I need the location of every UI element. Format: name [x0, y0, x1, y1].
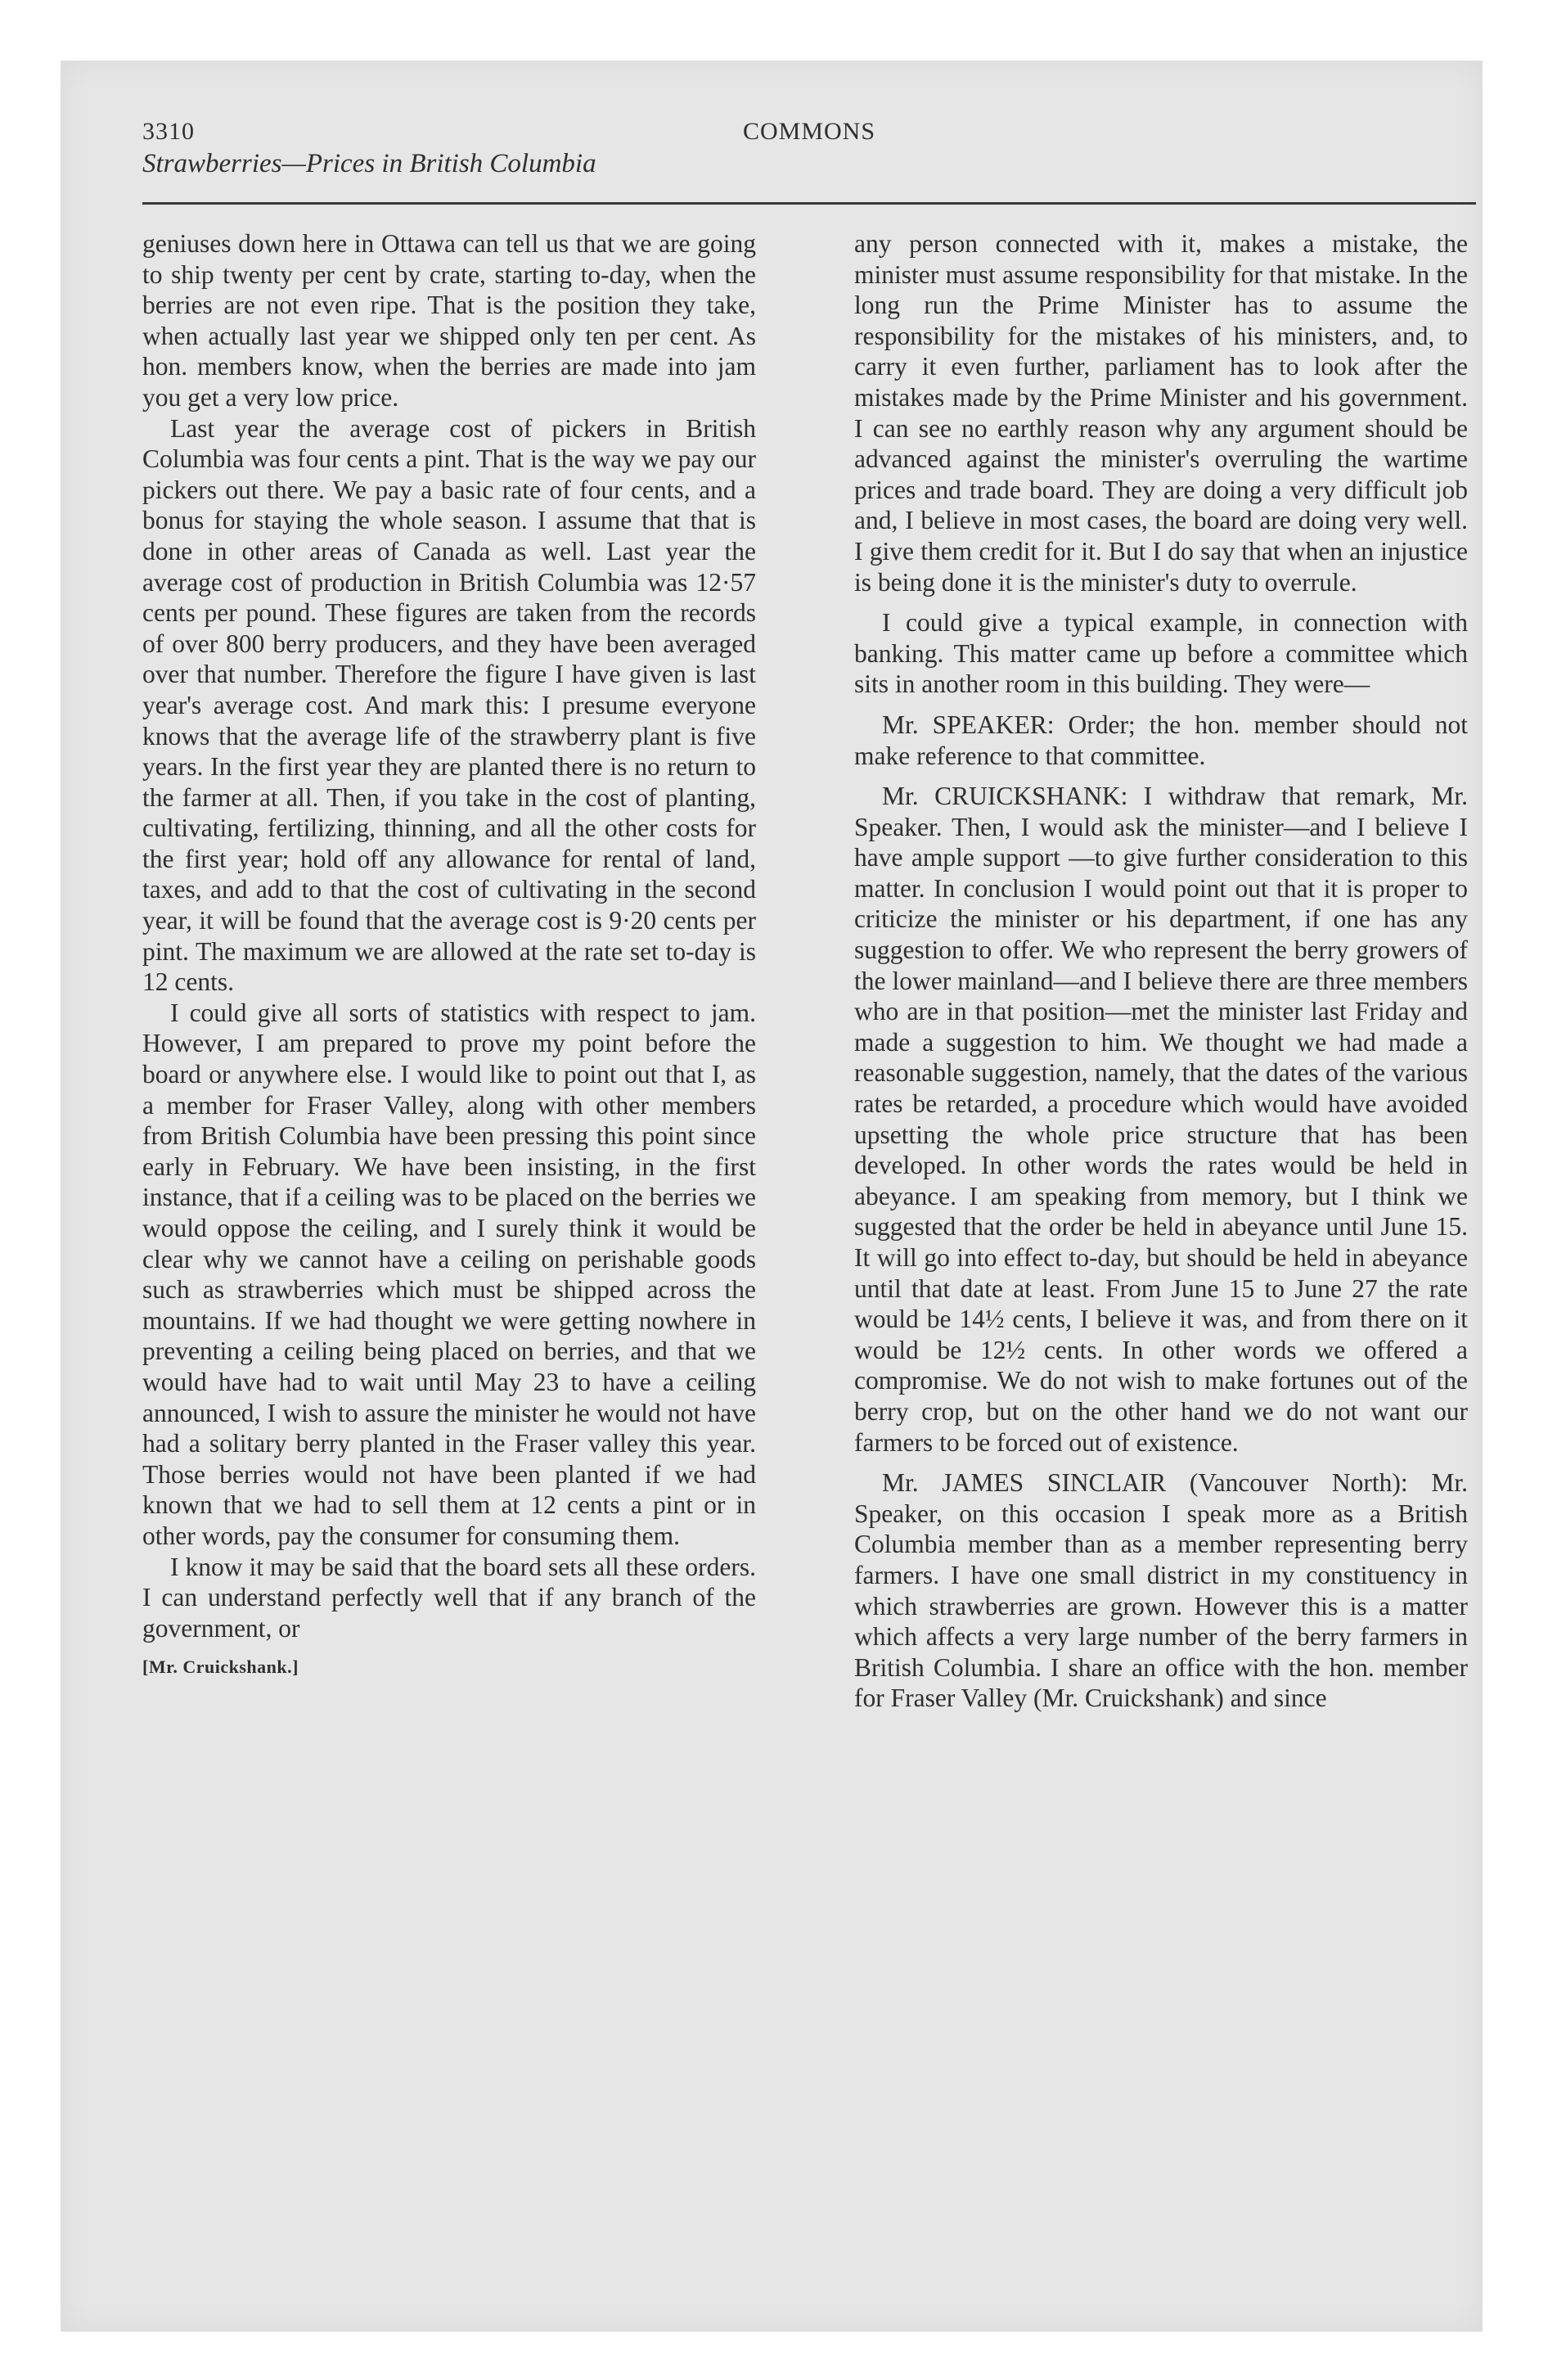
header-rule [142, 202, 1476, 205]
paragraph: I could give a typical example, in connection with banking. This matter came up before a committee which sits in another room in this building. They were— [854, 608, 1468, 699]
running-head: COMMONS [742, 118, 876, 145]
paragraph: Mr. JAMES SINCLAIR (Vancouver North): Mr. Speaker, on this occasion I speak more as a British Columbia member than as a member representing berry farmers. I have one small district in my constituency in which strawberries are grown. However this is a matter which affects a very large number of the berry farmers in British Columbia. I share an office with the hon. member for Fraser Valley (Mr. Cruickshank) and since [854, 1468, 1468, 1713]
paragraph: Mr. SPEAKER: Order; the hon. member should not make reference to that committee. [854, 710, 1468, 770]
paragraph: Mr. CRUICKSHANK: I withdraw that remark, Mr. Speaker. Then, I would ask the minister—and I believe I have ample support —to give further consideration to this matter. In conclusion I would point out that it is proper to criticize the minister or his department, if one has any suggestion to offer. We who represent the berry growers of the lower mainland—and I believe there are three members who are in that position—met the minister last Friday and made a suggestion to him. We thought we had made a reasonable suggestion, namely, that the dates of the various rates be retarded, a procedure which would have avoided upsetting the whole price structure that has been developed. In other words the rates would be held in abeyance. I am speaking from memory, but I think we suggested that the order be held in abeyance until June 15. It will go into effect to-day, but should be held in abeyance until that date at least. From June 15 to June 27 the rate would be 14½ cents, I believe it was, and from there on it would be 12½ cents. In other words we offered a compromise. We do not wish to make fortunes out of the berry crop, but on the other hand we do not want our farmers to be forced out of existence. [854, 782, 1468, 1457]
page-number: 3310 [142, 118, 195, 145]
scanned-page [61, 61, 1483, 2332]
paragraph: geniuses down here in Ottawa can tell us that we are going to ship twenty per cent by crate, starting to-day, when the berries are not even ripe. That is the position they take, when actually last year we shipped only ten per cent. As hon. members know, when the berries are made into jam you get a very low price. [142, 229, 756, 412]
paragraph: Last year the average cost of pickers in British Columbia was four cents a pint. That is the way we pay our pickers out there. We pay a basic rate of four cents, and a bonus for staying the whole season. I assume that that is done in other areas of Canada as well. Last year the average cost of production in British Columbia was 12·57 cents per pound. These figures are taken from the records of over 800 berry producers, and they have been averaged over that number. Therefore the figure I have given is last year's average cost. And mark this: I presume everyone knows that the average life of the strawberry plant is five years. In the first year they are planted there is no return to the farmer at all. Then, if you take in the cost of planting, cultivating, fertilizing, thinning, and all the other costs for the first year; hold off any allowance for rental of land, taxes, and add to that the cost of cultivating in the second year, it will be found that the average cost is 9·20 cents per pint. The maximum we are allowed at the rate set to-day is 12 cents. [142, 413, 756, 997]
left-column [142, 228, 756, 1683]
paragraph: I know it may be said that the board sets all these orders. I can understand perfectly well that if any branch of the government, or [142, 1552, 756, 1643]
paragraph: I could give all sorts of statistics with respect to jam. However, I am prepared to prove my point before the board or anywhere else. I would like to point out that I, as a member for Fraser Valley, along with other members from British Columbia have been pressing this point since early in February. We have been insisting, in the first instance, that if a ceiling was to be placed on the berries we would oppose the ceiling, and I surely think it would be clear why we cannot have a ceiling on perishable goods such as strawberries which must be shipped across the mountains. If we had thought we were getting nowhere in preventing a ceiling being placed on berries, and that we would have had to wait until May 23 to have a ceiling announced, I wish to assure the minister he would not have had a solitary berry planted in the Fraser valley this year. Those berries would not have been planted if we had known that we had to sell them at 12 cents a pint or in other words, pay the consumer for consuming them. [142, 998, 756, 1550]
paragraph: any person connected with it, makes a mistake, the minister must assume responsibility for that mistake. In the long run the Prime Minister has to assume the responsibility for the mistakes of his ministers, and, to carry it even further, parliament has to look after the mistakes made by the Prime Minister and his government. I can see no earthly reason why any argument should be advanced against the minister's overruling the wartime prices and trade board. They are doing a very difficult job and, I believe in most cases, the board are doing very well. I give them credit for it. But I do say that when an injustice is being done it is the minister's duty to overrule. [854, 229, 1468, 597]
speaker-attribution: [Mr. Cruickshank.] [142, 1657, 299, 1678]
section-subhead: Strawberries—Prices in British Columbia [142, 149, 596, 178]
hansard-page [142, 118, 1476, 1713]
right-column [854, 228, 1468, 1714]
page-header [142, 118, 1476, 205]
